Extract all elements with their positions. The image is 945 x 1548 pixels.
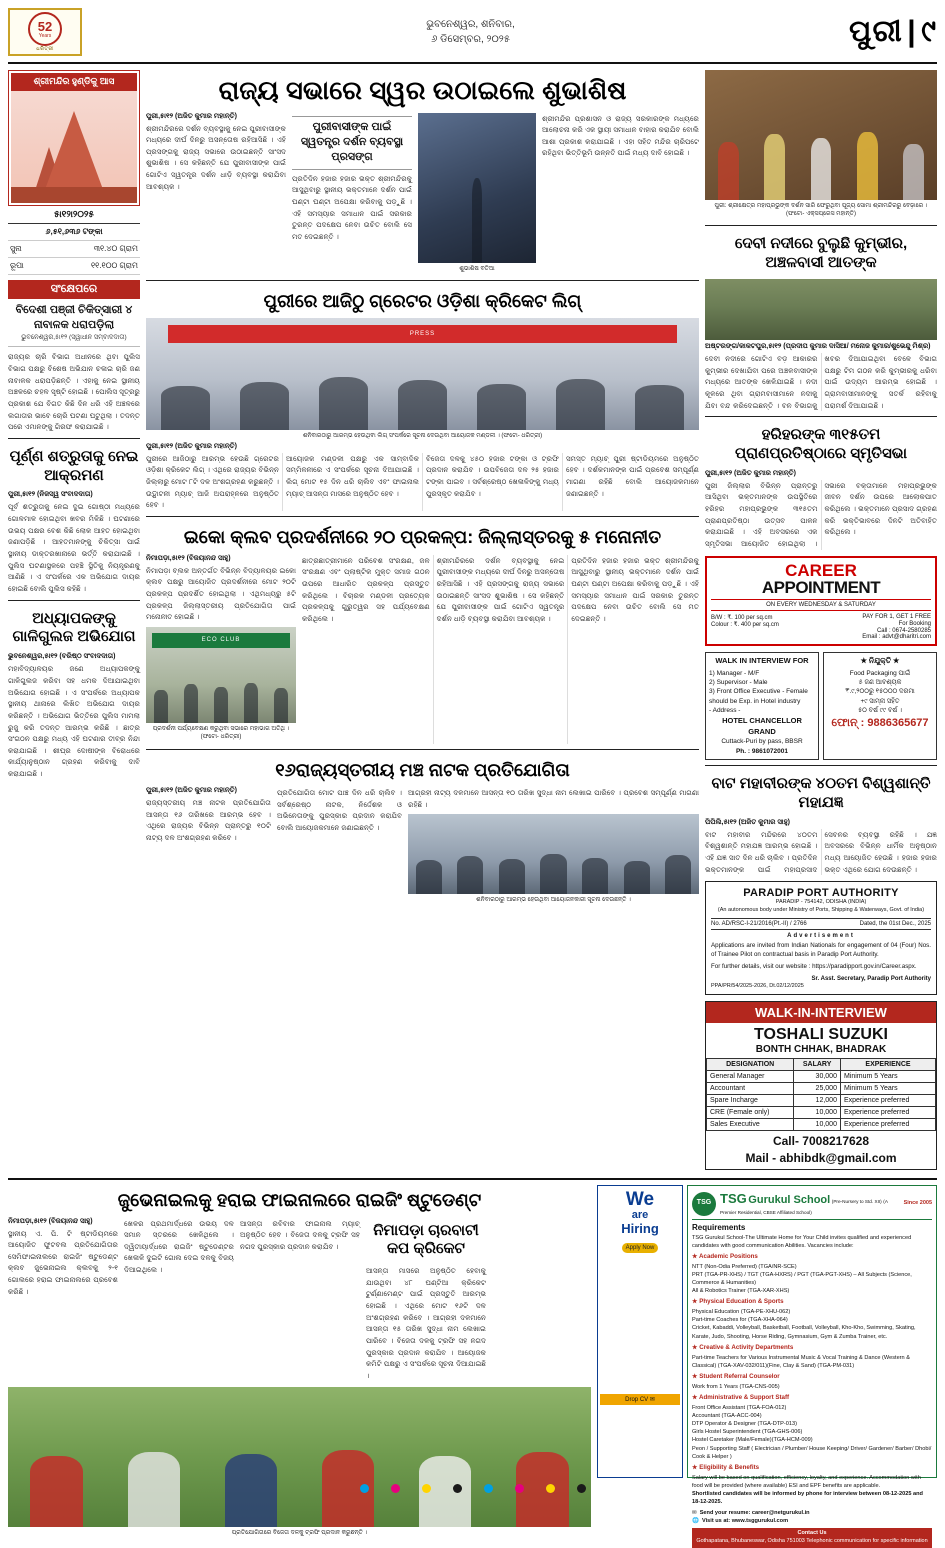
hiring-we: We [625, 1189, 655, 1210]
table-header-row [707, 1059, 936, 1071]
hiring-are: are [631, 1209, 649, 1221]
tsg-section-4-item-1: Accountant (TGA-ACC-004) [692, 1413, 762, 1420]
publication-logo [8, 8, 82, 56]
lead-para-2: ପ୍ରତିଦିନ ହଜାର ହଜାର ଭକ୍ତ ଶ୍ରୀମନ୍ଦିରକୁ ଆସୁଥିବାରୁ ସ୍ଥାନୀୟ ଭକ୍ତମାନେ ଦର୍ଶନ ପାଇଁ ଘଣ୍ଟା ଘଣ୍ଟା ଅପେକ୍ଷା କରିବାକୁ ପଡ଼ୁଛି । ଏହି ସମସ୍ୟାର ସମାଧାନ ପାଇଁ ସରକାର ତୁରନ୍ତ ପଦକ୍ଷେପ ନେବା ଉଚିତ ବୋଲି ସେ ମତ ଦେଇଛନ୍ତି । [292, 173, 412, 241]
color-dot-black [453, 1484, 462, 1493]
cell-experience: Experience preferred [840, 1095, 935, 1107]
crocodile-byline: ଅଷ୍ଟରଙ୍ଗ/କାକଟପୁର,୫ା୧୨ (ପ୍ରଦୀପ କୁମାର ଦାସିଆ/ ମନୋଜ କୁମାର/ଶୁଭେନ୍ଦୁ ମିଶ୍ର) [705, 342, 931, 350]
masthead [8, 6, 937, 64]
color-dot-cyan-2 [484, 1484, 493, 1493]
logo-brand: ଧରିତ୍ରୀ [36, 46, 54, 52]
nimapada-body: ଆସନ୍ତା ମାସରେ ଅନୁଷ୍ଠିତ ହେବାକୁ ଯାଉଥିବା ୪୮ ଘଣ୍ଟିଆ କ୍ରିକେଟ ଟୁର୍ଣ୍ଣାମେଣ୍ଟ ପାଇଁ ପ୍ରସ୍ତୁତି ଆରମ୍ଭ ହୋଇଛି । ଏଥିରେ ମୋଟ ୧୬ଟି ଦଳ ଅଂଶଗ୍ରହଣ କରିବେ । ଆଗ୍ରହୀ ଦଳମାନେ ଆସନ୍ତା ୧୫ ତାରିଖ ସୁଦ୍ଧା ନାମ ଲେଖାଇ ପାରିବେ । ବିଜେତା ଦଳକୁ ଟ୍ରଫି ସହ ନଗଦ ପୁରସ୍କାର ପ୍ରଦାନ କରାଯିବ । ଆୟୋଜକ କମିଟି ପକ୍ଷରୁ ଏ ସଂପର୍କରେ ସୂଚନା ଦିଆଯାଇଛି । [366, 1266, 486, 1380]
food-ad-line-4: +୯ ସାମ୍ନା ସହିତ [860, 697, 900, 705]
color-dot-magenta-2 [515, 1484, 524, 1493]
hotel-ad-line-3: 3) Front Office Executive - Female [709, 688, 808, 696]
hotel-ad-line-5: - Address - [709, 707, 741, 715]
tsg-section-3-item-0: Work from 1 Years (TGA-CNS-005) [692, 1383, 780, 1390]
eco-para-1: ନିମାପଡ଼ା ବ୍ଲକ ଅନ୍ତର୍ଗତ ବିଭିନ୍ନ ବିଦ୍ୟାଳୟର ଇକୋ କ୍ଲବ ପକ୍ଷରୁ ଆୟୋଜିତ ପ୍ରଦର୍ଶନୀରେ ମୋଟ ୨୦ଟି ପ୍ରକଳ୍ପ ପ୍ରଦର୍ଶିତ ହୋଇଥିଲା । ଏଥିମଧ୍ୟରୁ ୫ଟି ପ୍ରକଳ୍ପ ଜିଲ୍ଲାସ୍ତରୀୟ ପ୍ରତିଯୋଗିତା ପାଇଁ ମନୋନୀତ ହୋଇଛି । [146, 565, 296, 622]
tsg-contact-box [692, 1528, 932, 1548]
page-number: | [907, 15, 917, 48]
paradip-ad-date: Dated, the 01st Dec., 2025 [859, 920, 931, 927]
drama-photo-caption: ଶନିବାରଠାରୁ ଆରମ୍ଭ ହେଉଥିବା ଆୟୋଜନକାରୀ ସୂଚନା ଦେଉଛନ୍ତି । [476, 897, 631, 904]
paradip-ad-ref: No. AD/RSC-I-21/2016(Pt.-II) / 2766 [711, 920, 807, 927]
paradip-ad-body1: Applications are invited from Indian Nationals for engagement of 04 (Four) Nos. of Trainee Pilot on contractual basis in Paradip Port Authority. [711, 941, 931, 959]
drama-headline: ୧୬ରାଜ୍ୟସ୍ତରୀୟ ମଞ୍ଚ ନାଟକ ପ୍ରତିଯୋଗିତା [275, 759, 570, 780]
story-professor-byline: ଭୁବନେଶ୍ୱର,୫ା୧୨ (ବରିଷ୍ଠ ସଂବାଦଦାତା) [8, 653, 116, 661]
ad-we-are-hiring[interactable] [597, 1185, 683, 1478]
masthead-place: ଭୁବନେଶ୍ୱର, ଶନିବାର, [426, 19, 515, 30]
bottom-para-2: ଖେଳର ପ୍ରଥମାର୍ଦ୍ଧରେ ଉଭୟ ଦଳ ସମାନ ସ୍ତରରେ ଖେଳିଥିଲେ । ଦ୍ୱିତୀୟାର୍ଦ୍ଧରେ ରାଇଜିଂ ଷ୍ଟୁଡେଣ୍ଟର ଖେଳାଳି ଦୁଇଟି ଗୋଲ ଦେଇ ଦଳକୁ ବିଜୟ ଦିଆଇଥିଲେ । [124, 1218, 234, 1275]
story-pursha-body: ପୂର୍ବ ଶତ୍ରୁତାକୁ ନେଇ ଦୁଇ ଗୋଷ୍ଠୀ ମଧ୍ୟରେ ଗୋଳମାଳ ହୋଇଥିବା ଖବର ମିଳିଛି । ଘଟଣାରେ ଉଭୟ ପକ୍ଷର ବେଶ କିଛି ଲୋକ ଆହତ ହୋଇଥିବା ଜଣାପଡ଼ିଛି । ଆହତମାନଙ୍କୁ ଚିକିତ୍ସା ପାଇଁ ସ୍ଥାନୀୟ ଡାକ୍ତରଖାନାରେ ଭର୍ତ୍ତି କରାଯାଇଛି । ପୁଲିସ ଘଟଣାସ୍ଥଳରେ ପହଞ୍ଚି ସ୍ଥିତିକୁ ନିୟନ୍ତ୍ରଣକୁ ଆଣିଛି । ଏ ସଂପର୍କରେ ଏକ ଅଭିଯୋଗ ଦାୟର ହୋଇଛି ବୋଲି ପୁଲିସ କହିଛି । [8, 502, 140, 594]
tsg-section-4-head: ★ Administrative & Support Staff [692, 1394, 790, 1401]
masthead-dateline [92, 17, 849, 47]
career-ad-title: CAREER [785, 560, 857, 580]
tsg-visit[interactable]: Visit us at: www.tsggurukul.com [701, 1518, 789, 1525]
food-ad-head: ★ ନିଯୁକ୍ତି ★ [860, 655, 900, 665]
eco-photo: ECO CLUB [146, 627, 296, 723]
tsg-school: Gurukul School [748, 1194, 831, 1206]
lead-subhead: ପୁରୀବାସୀଙ୍କ ପାଇଁ ସ୍ୱତନ୍ତ୍ର ଦର୍ଶନ ବ୍ୟବସ୍ଥା ପ୍ରସଙ୍ଗ [292, 116, 412, 170]
temple-banner-text: ଶ୍ରୀମନ୍ଦିର ହୁଣ୍ଡିକୁ ଆସ [11, 73, 137, 91]
hotel-ad-head: WALK IN INTERVIEW FOR [715, 655, 809, 665]
tsg-name: TSG [720, 1191, 747, 1206]
career-ad-offer: PAY FOR 1, GET 1 FREE [862, 613, 931, 620]
cell-experience: Minimum 5 Years [840, 1083, 935, 1095]
lead-para-1: ଶ୍ରୀମନ୍ଦିରରେ ଦର୍ଶନ ବ୍ୟବସ୍ଥାକୁ ନେଇ ପୁରୀବାସୀଙ୍କ ମଧ୍ୟରେ ଦୀର୍ଘ ଦିନରୁ ଅସନ୍ତୋଷ ରହିଆସିଛି । ଏହି ପ୍ରସଙ୍ଗକୁ ରାଜ୍ୟ ସଭାରେ ଉଠାଇଛନ୍ତି ସାଂସଦ ଶୁଭାଶିଷ । ସେ କହିଛନ୍ତି ଯେ ପୁରୀବାସୀଙ୍କ ପାଇଁ ଗୋଟିଏ ସ୍ୱତନ୍ତ୍ର ଦର୍ଶନ ଧାଡ଼ି ବ୍ୟବସ୍ଥା କରାଯିବା ଆବଶ୍ୟକ । [146, 123, 286, 191]
tsg-section-1-item-2: Cricket, Kabaddi, Volleyball, Basketball, Football, Volleyball, Kho-Kho, Swimming, Skating, Karate, Judo, Shooting, Horse Riding, Gymnasium, Gym & Zumba Trainer, etc. [692, 1325, 916, 1340]
col-experience: EXPERIENCE [840, 1059, 935, 1071]
temple-donation-widget [8, 70, 140, 206]
career-ad-rate-bw: B/W : ₹. 100 per sq.cm [711, 614, 773, 621]
toshali-ad-call[interactable]: Call- 7008217628 [772, 1134, 870, 1148]
cell-designation: CRE (Female only) [707, 1107, 794, 1119]
tsg-section-5-head: ★ Eligibility & Benefits [692, 1463, 760, 1471]
paradip-ad-sub1: PARADIP - 754142, ODISHA (INDIA) [775, 899, 867, 906]
drama-filler-2: ପ୍ରତିଦିନ ହଜାର ହଜାର ଭକ୍ତ ଶ୍ରୀମନ୍ଦିରକୁ ଆସୁଥିବାରୁ ସ୍ଥାନୀୟ ଭକ୍ତମାନେ ଦର୍ଶନ ପାଇଁ ଘଣ୍ଟା ଘଣ୍ଟା ଅପେକ୍ଷା କରିବାକୁ ପଡ଼ୁଛି । ଏହି ସମସ୍ୟାର ସମାଧାନ ପାଇଁ ସରକାର ତୁରନ୍ତ ପଦକ୍ଷେପ ନେବା ଉଚିତ ବୋଲି ସେ ମତ ଦେଇଛନ୍ତି । [571, 555, 699, 623]
tsg-section-0-item-1: PRT (TGA-PR-XHS) / TGT (TGA-HXRS) / PGT (TGA-PGT-XHS) – All Subjects (Science, Commerce & Humanities) [692, 1271, 912, 1287]
brief-body: ରାଜ୍ୟର ଚାରି ବିଭାଗ ଅଧୀନରେ ଥିବା ପୁଲିସ ବିଭାଗ ପକ୍ଷରୁ ବିଶେଷ ଅଭିଯାନ ଚଳାଇ ଚାରି ଜଣ ନାବାଳକ ଧରାପଡ଼ିଛନ୍ତି । ଏହାକୁ ନେଇ ସ୍ଥାନୀୟ ଅଞ୍ଚଳରେ ଚହଳ ସୃଷ୍ଟି ହୋଇଛି । ପୋଲିସ ସୂତ୍ରରୁ ପ୍ରକାଶ ଯେ ବିଗତ କିଛି ଦିନ ଧରି ଏହି ଅଞ୍ଚଳରେ ଲଗାତାର ଭାବେ ଚୋରି ଘଟଣା ଘଟୁଥିଲା । ତଦନ୍ତ ପରେ ଏମାନଙ୍କୁ ଗିରଫ କରାଯାଇଛି । [8, 352, 140, 432]
drama-para-2: ପ୍ରତିଯୋଗିତା ମୋଟ ପାଞ୍ଚ ଦିନ ଧରି ଚାଲିବ । ସର୍ବଶ୍ରେଷ୍ଠ ନାଟକ, ନିର୍ଦ୍ଦେଶକ ଓ ଅଭିନେତାଙ୍କୁ ପୁରସ୍କାର ପ୍ରଦାନ କରାଯିବ ବୋଲି ଆୟୋଜକମାନେ ଜଣାଇଛନ୍ତି । [277, 788, 402, 833]
table-row [707, 1071, 936, 1083]
logo-years-label: Years [38, 32, 52, 39]
color-dot-magenta [391, 1484, 400, 1493]
tsg-contact-head: Contact Us [797, 1530, 827, 1537]
toshali-ad-head: WALK-IN-INTERVIEW [706, 1002, 936, 1023]
cell-experience: Experience preferred [840, 1107, 935, 1119]
drama-filler: ଶ୍ରୀମନ୍ଦିରରେ ଦର୍ଶନ ବ୍ୟବସ୍ଥାକୁ ନେଇ ପୁରୀବାସୀଙ୍କ ମଧ୍ୟରେ ଦୀର୍ଘ ଦିନରୁ ଅସନ୍ତୋଷ ରହିଆସିଛି । ଏହି ପ୍ରସଙ୍ଗକୁ ରାଜ୍ୟ ସଭାରେ ଉଠାଇଛନ୍ତି ସାଂସଦ ଶୁଭାଶିଷ । ସେ କହିଛନ୍ତି ଯେ ପୁରୀବାସୀଙ୍କ ପାଇଁ ଗୋଟିଏ ସ୍ୱତନ୍ତ୍ର ଦର୍ଶନ ଧାଡ଼ି ବ୍ୟବସ୍ଥା କରାଯିବା ଆବଶ୍ୟକ । [436, 555, 565, 623]
table-row [707, 1107, 936, 1119]
brief-byline: ଭୁବନେଶ୍ୱର,୫ା୧୨ (ସ୍ୱାଧୀନ ସମ୍ବାଦଦାତା) [21, 334, 127, 342]
cricket-para-2: ଆୟୋଜକ ମଣ୍ଡଳୀ ପକ୍ଷରୁ ଏକ ସାମ୍ବାଦିକ ସମ୍ମିଳନୀରେ ଏ ସଂପର୍କରେ ସୂଚନା ଦିଆଯାଇଛି । ଲିଗ୍ ମୋଟ ୧୫ ଦିନ ଧରି ଚାଲିବ ଏବଂ ଫାଇନାଲ ମ୍ୟାଚ୍ ଆସନ୍ତା ମାସରେ ଅନୁଷ୍ଠିତ ହେବ । [286, 453, 419, 498]
table-row [8, 257, 140, 274]
temple-photo-caption: ପୁରୀ: ଶ୍ରୀକ୍ଷେତ୍ର ମହାପ୍ରଭୁଙ୍କ ଦର୍ଶନ ସାରି ଫେରୁଥିବା ପୂଜ୍ୟ ସୋମା ଶ୍ରୀମନ୍ଦିରରୁ ବେଢ଼ାରେ । (ଫଟୋ- ଏକ୍ସପ୍ରେସ ମହାନ୍ତି) [714, 202, 928, 217]
crocodile-headline: ଦେବୀ ନଦୀରେ ବୁଲୁଛି କୁମ୍ଭୀର, ଅଞ୍ଚଳବାସୀ ଆତଙ୍କ [734, 235, 908, 272]
cell-salary: 10,000 [794, 1107, 841, 1119]
eco-photo-caption: ପ୍ରଦର୍ଶନୀ ପର୍ଯ୍ୟବେକ୍ଷଣ କରୁଥିବା ସଭାରେ ମହାଭାଗ ଅତିଥି । (ଫଟୋ- ଧରିତ୍ରୀ) [152, 725, 290, 741]
paradip-ad-title: PARADIP PORT AUTHORITY [743, 887, 899, 900]
lead-para-3: ଶ୍ରୀମନ୍ଦିର ପ୍ରଶାସନ ଓ ରାଜ୍ୟ ସରକାରଙ୍କ ମଧ୍ୟରେ ଆଲୋଚନା କରି ଏକ ସ୍ଥାୟୀ ସମାଧାନ ବାହାର କରାଯିବ ବୋଲି ଆଶା ପ୍ରକାଶ କରାଯାଇଛି । ଏହା ସହିତ ମନ୍ଦିର ଚାରିପଟେ ରହିଥିବା ଭିତ୍ତିଭୂମି ଉନ୍ନତି ପାଇଁ ମଧ୍ୟ ଦାବି ହୋଇଛି । [542, 113, 699, 158]
masthead-date: ୬ ଡିସେମ୍ବର, ୨୦୨୫ [431, 34, 510, 45]
tsg-section-0-head: ★ Academic Positions [692, 1252, 758, 1260]
story-professor-body: ମହାବିଦ୍ୟାଳୟର ଜଣେ ଅଧ୍ୟାପକଙ୍କୁ ଗାଳିଗୁଲଜ କରିବା ସହ ଧମକ ଦିଆଯାଇଥିବା ଅଭିଯୋଗ ହୋଇଛି । ଏ ସଂପର୍କରେ ଅଧ୍ୟାପକ ସ୍ଥାନୀୟ ଥାନାରେ ଲିଖିତ ଅଭିଯୋଗ ଦାୟର କରିଛନ୍ତି । ଅଭିଯୋଗ ଭିତ୍ତିରେ ପୁଲିସ ମାମଲା ରୁଜୁ କରି ତଦନ୍ତ ଆରମ୍ଭ କରିଛି । ଛାତ୍ର ସଂଗଠନ ପକ୍ଷରୁ ମଧ୍ୟ ଏହି ଘଟଣାର ତୀବ୍ର ନିନ୍ଦା କରାଯାଇଛି । ଶୀଘ୍ର ଦୋଷୀଙ୍କ ବିରୋଧରେ କାର୍ଯ୍ୟାନୁଷ୍ଠାନ ଗ୍ରହଣ କରିବାକୁ ଦାବି କରାଯାଇଛି । [8, 664, 140, 779]
drama-para-3: ଆଗ୍ରହୀ ନାଟ୍ୟ ଦଳମାନେ ଆସନ୍ତା ୧୦ ତାରିଖ ସୁଦ୍ଧା ନାମ ଲେଖାଇ ପାରିବେ । ପ୍ରବେଶ ସମ୍ପୂର୍ଣ୍ଣ ମାଗଣା ରହିଛି । [408, 788, 699, 809]
press-banner: PRESS [168, 325, 677, 343]
drama-byline: ପୁରୀ,୫ା୧୨ (ଅଜିତ କୁମାର ମହାନ୍ତି) [146, 787, 237, 795]
ad-hotel-chancellor[interactable] [705, 652, 819, 761]
registration-color-marks [0, 1484, 945, 1493]
hotel-ad-name: HOTEL CHANCELLOR GRAND [722, 715, 802, 736]
tsg-section-4-item-5: Peon / Supporting Staff ( Electrician / Plumber/ House Keeping/ Driver/ Gardener/ Barber/ Dhobi/ Cook & Helper ) [692, 1445, 932, 1460]
food-ad-line-2: ୫ ଜଣ ଆବଶ୍ୟକ [858, 678, 902, 686]
donation-table [8, 224, 140, 275]
tsg-logo-icon: TSG [692, 1192, 716, 1216]
toshali-ad-mail[interactable]: Mail - abhibdk@gmail.com [745, 1151, 897, 1165]
ad-food-packaging[interactable] [823, 652, 937, 761]
main-grid [8, 70, 937, 1170]
cell-salary: 25,000 [794, 1083, 841, 1095]
career-ad-phone[interactable]: Call : 0674-2580285 [876, 627, 931, 634]
silver-value: ୧୧.୧୦୦ ଗ୍ରାମ [42, 257, 140, 274]
cell-salary: 12,000 [794, 1095, 841, 1107]
temple-visit-photo [705, 70, 937, 200]
mahabir-body: ବାଟ ମହାବୀର ମନ୍ଦିରରେ ୪୦ତମ ବିଶ୍ୱଶାନ୍ତି ମହାଯଜ୍ଞ ଆରମ୍ଭ ହୋଇଛି । ଏହି ଯଜ୍ଞ ସାତ ଦିନ ଧରି ଚାଲିବ । ପ୍ରତିଦିନ ଭକ୍ତମାନଙ୍କ ପାଇଁ ମହାପ୍ରସାଦ ସେବନର ବ୍ୟବସ୍ଥା ରହିଛି । ଯଜ୍ଞ ଅବସରରେ ବିଭିନ୍ନ ଧାର୍ମିକ ଅନୁଷ୍ଠାନ ମଧ୍ୟ ଆୟୋଜିତ ହେଉଛି । ହଜାର ହଜାର ଭକ୍ତ ଏଥିରେ ଯୋଗ ଦେଉଛନ୍ତି । [705, 829, 937, 874]
cricket-headline: ପୁରୀରେ ଆଜିଠୁ ଗ୍ରେଟର ଓଡ଼ିଶା କ୍ରିକେଟ ଲିଗ୍ [263, 290, 582, 311]
silver-label: ରୂପା [8, 257, 42, 274]
bottom-trophy-photo [8, 1387, 591, 1527]
drop-cv-button[interactable]: Drop CV ✉ [600, 1394, 680, 1405]
tsg-section-4-item-0: Front Office Assistant (TGA-FOA-012) [692, 1404, 787, 1411]
cell-experience: Minimum 5 Years [840, 1071, 935, 1083]
lead-headline: ରାଜ୍ୟ ସଭାରେ ସ୍ୱର ଉଠାଇଲେ ଶୁଭାଶିଷ [218, 75, 627, 105]
bottom-headline: ଜୁଭେନାଇଲକୁ ହରାଇ ଫାଇନାଲରେ ରାଇଜିଂ ଷ୍ଟୁଡେଣ୍ଟ [117, 1190, 482, 1210]
tsg-req-head: Requirements [692, 1223, 746, 1233]
bottom-section [8, 1178, 937, 1545]
bottom-photo-caption: ପ୍ରତିଯୋଗିତାରେ ବିଜେତା ଦଳକୁ ଟ୍ରଫି ପ୍ରଦାନ କରୁଛନ୍ତି । [231, 1529, 368, 1536]
harihara-body: ପୁରୀ ଜିଲ୍ଲାର ବିଭିନ୍ନ ପ୍ରାନ୍ତରୁ ଆସିଥିବା ଭକ୍ତମାନଙ୍କ ଉପସ୍ଥିତିରେ ହରିହର ମହାପ୍ରଭୁଙ୍କ ୩୧୫ତମ ପ୍ରାଣପ୍ରତିଷ୍ଠା ଉତ୍ସବ ପାଳନ କରାଯାଇଛି । ଏହି ଅବସରରେ ଏକ ସ୍ମୃତିସଭା ଆୟୋଜିତ ହୋଇଥିଲା । ସଭାରେ ବକ୍ତାମାନେ ମହାପ୍ରଭୁଙ୍କ ଜୀବନ ଦର୍ଶନ ଉପରେ ଆଲୋକପାତ କରିଥିଲେ । ଭକ୍ତମାନେ ପ୍ରସାଦ ଗ୍ରହଣ କରି ଭକ୍ତିଭାବରେ ଦିନଟି ଅତିବାହିତ କରିଥିଲେ । [705, 480, 937, 548]
cell-salary: 30,000 [794, 1071, 841, 1083]
nimapada-headline: ନିମାପଡ଼ା ଚାରବାଟୀ କପ କ୍ରିକେଟ [373, 1221, 479, 1258]
tsg-contact-body: Gothapatana, Bhubaneswar, Odisha 751003 Telephonic communication for specific information [696, 1538, 928, 1545]
tsg-section-3-head: ★ Student Referral Counselor [692, 1372, 780, 1380]
cricket-para-3: ବିଜେତା ଦଳକୁ ୪୫୦ ହଜାର ଟଙ୍କା ଓ ଟ୍ରଫି ପ୍ରଦାନ କରାଯିବ । ଉପବିଜେତା ଦଳ ୨୫ ହଜାର ଟଙ୍କା ପାଇବ । ସର୍ବଶ୍ରେଷ୍ଠ ଖେଳାଳିଙ୍କୁ ମଧ୍ୟ ପୁରସ୍କୃତ କରାଯିବ । [426, 453, 559, 498]
tsg-tag: (Pre-Nursery to Std. XII) [831, 1199, 882, 1204]
tsg-section-0-item-2: All & Robotics Trainer (TGA-XAR-XHS) [692, 1288, 790, 1295]
brief-title: ବିଦେଶୀ ପଞ୍ଜୀ ଚିକିତ୍ସାରୀ ୪ ନାବାଳକ ଧରାପଡ଼ିଲା [15, 303, 133, 331]
right-column [705, 70, 937, 1170]
tsg-section-2-head: ★ Creative & Activity Departments [692, 1343, 794, 1351]
ad-paradip-port[interactable] [705, 881, 937, 995]
col-designation: DESIGNATION [707, 1059, 794, 1071]
color-dot-yellow [422, 1484, 431, 1493]
tsg-section-4-item-2: DTP Operator & Designer (TGA-DTP-013) [692, 1421, 797, 1428]
color-dot-yellow-2 [546, 1484, 555, 1493]
cell-experience: Experience preferred [840, 1119, 935, 1131]
eco-byline: ନିମାପଡ଼ା,୫ା୧୨ (ବିଜୟାନନ୍ଦ ସାହୁ) [146, 554, 231, 562]
tsg-intro: TSG Gurukul School-The Ultimate Home for Your Child invites qualified and experienced candidates with good communication Abilities. Vacancies include: [692, 1234, 912, 1249]
ad-career-appointment[interactable] [705, 556, 937, 646]
bottom-ad-block [597, 1185, 937, 1545]
mahabir-byline: ପିପିଲି,୫ା୧୨ (ଅଜିତ କୁମାର ସାହୁ) [705, 818, 791, 826]
left-rail [8, 70, 140, 1170]
crocodile-body: ଦେବୀ ନଦୀରେ ଗୋଟିଏ ବଡ଼ ଆକାରର କୁମ୍ଭୀର ଦେଖାଯିବା ପରେ ଅଞ୍ଚଳବାସୀଙ୍କ ମଧ୍ୟରେ ଆତଙ୍କ ଖେଳିଯାଇଛି । ନଦୀ କୂଳରେ ଥିବା ଗ୍ରାମବାସୀମାନେ ନଦୀକୁ ଯିବା ବନ୍ଦ କରିଦେଇଛନ୍ତି । ବନ ବିଭାଗକୁ ଖବର ଦିଆଯାଇଥିବା ବେଳେ ବିଭାଗ ପକ୍ଷରୁ ଟିମ ଗଠନ କରି କୁମ୍ଭୀରକୁ ଧରିବା ପାଇଁ ଉଦ୍ୟମ ଆରମ୍ଭ ହୋଇଛି । ଗ୍ରାମବାସୀମାନଙ୍କୁ ସତର୍କ ରହିବାକୁ ପରାମର୍ଶ ଦିଆଯାଇଛି । [705, 353, 937, 410]
eco-para-2: ଛାତ୍ରଛାତ୍ରୀମାନେ ପରିବେଶ ସଂରକ୍ଷଣ, ଜଳ ସଂରକ୍ଷଣ ଏବଂ ପ୍ଲାଷ୍ଟିକ ମୁକ୍ତ ସମାଜ ଗଠନ ଉପରେ ଆଧାରିତ ପ୍ରକଳ୍ପ ପ୍ରସ୍ତୁତ କରିଥିଲେ । ବିଚାରକ ମଣ୍ଡଳୀ ପ୍ରତ୍ୟେକ ପ୍ରକଳ୍ପକୁ ଗୁରୁତ୍ୱର ସହ ପର୍ଯ୍ୟବେକ୍ଷଣ କରିଥିଲେ । [302, 555, 430, 623]
lead-portrait-photo [418, 113, 536, 263]
tsg-section-1-head: ★ Physical Education & Sports [692, 1298, 784, 1306]
paradip-ad-body2: For further details, visit our website : https://paradipport.gov.in/Career.aspx. [711, 963, 917, 971]
table-row [707, 1095, 936, 1107]
drama-photo [408, 814, 699, 894]
cell-salary: 10,000 [794, 1119, 841, 1131]
crocodile-photo [705, 279, 937, 340]
cricket-photo-caption: ଶନିବାରଠାରୁ ଆରମ୍ଭ ହେଉଥିବା ଲିଗ୍ ସଂପର୍କରେ ସୂଚନା ଦେଉଥିବା ଆୟୋଜକ ମଣ୍ଡଳୀ । (ଫଟୋ- ଧରିତ୍ରୀ) [302, 433, 543, 440]
bottom-para-1: ସ୍ଥାନୀୟ ଏ. ପି. ଟି ଷ୍ଟାଡିୟମରେ ଆୟୋଜିତ ଫୁଟବଲ ପ୍ରତିଯୋଗିତାର ସେମିଫାଇନାଲରେ ରାଇଜିଂ ଷ୍ଟୁଡେଣ୍ଟ କ୍ଲବ ଜୁଭେନାଇଲ କ୍ଲବକୁ ୨-୧ ଗୋଲରେ ହରାଇ ଫାଇନାଲରେ ପ୍ରବେଶ କରିଛି । [8, 1228, 118, 1296]
hotel-ad-line-1: 1) Manager - M/F [709, 669, 760, 677]
bottom-para-3: ଆସନ୍ତା ରବିବାର ଫାଇନାଲ ମ୍ୟାଚ୍ ଅନୁଷ୍ଠିତ ହେବ । ବିଜେତା ଦଳକୁ ଟ୍ରଫି ସହ ନଗଦ ପୁରସ୍କାର ପ୍ରଦାନ କରାଯିବ । [240, 1218, 360, 1251]
toshali-jobs-table [706, 1058, 936, 1131]
story-pursha-byline: ପୁରୀ,୫ା୧୨ (ନିଜସ୍ୱ ସଂବାଦଦାତା) [8, 491, 93, 499]
edition-name: ପୁରୀ [849, 15, 903, 48]
career-ad-email[interactable]: Email : advt@dharitri.com [862, 633, 931, 640]
cell-designation: Spare Incharge [707, 1095, 794, 1107]
tsg-resume[interactable]: Send your resume: career@netgurukul.in [699, 1510, 810, 1517]
logo-years: 52 [37, 18, 53, 34]
table-row [707, 1083, 936, 1095]
color-dot-cyan [360, 1484, 369, 1493]
tsg-since: Since 2005 [903, 1199, 932, 1206]
ad-toshali-suzuki[interactable] [705, 1001, 937, 1170]
tsg-section-1-item-0: Physical Education (TGA-PE-XHU-062) [692, 1309, 791, 1316]
eco-headline: ଇକୋ କ୍ଲବ ପ୍ରଦର୍ଶନୀରେ ୨୦ ପ୍ରକଳ୍ପ: ଜିଲ୍ଲାସ୍ତରକୁ ୫ ମନୋନୀତ [183, 527, 662, 548]
cell-designation: General Manager [707, 1071, 794, 1083]
masthead-edition [849, 15, 937, 49]
harihara-byline: ପୁରୀ,୫ା୧୨ (ଅଜିତ କୁମାର ମହାନ୍ତି) [705, 469, 796, 477]
tsg-section-5-item-1: Shortlisted candidates will be informed by phone for interview between 08-12-2025 and 18-12-2025. [692, 1490, 923, 1506]
drama-para-1: ରାଜ୍ୟସ୍ତରୀୟ ମଞ୍ଚ ନାଟକ ପ୍ରତିଯୋଗିତା ଆସନ୍ତା ୧୬ ତାରିଖରେ ଆରମ୍ଭ ହେବ । ଏଥିରେ ରାଜ୍ୟର ବିଭିନ୍ନ ପ୍ରାନ୍ତରୁ ୧୦ଟି ନାଟ୍ୟ ଦଳ ଅଂଶଗ୍ରହଣ କରିବେ । [146, 798, 271, 843]
food-ad-line-5: ୫୦ ବର୍ଷ ୯୯ ବର୍ଷ । [858, 707, 902, 715]
hotel-ad-line-4: should be Exp. in Hotel industry [709, 697, 801, 705]
tsg-section-0-item-0: NTT (Non-Odia Preferred) (TGA/NR-SCE) [692, 1263, 797, 1270]
toshali-ad-location: BONTH CHHAK, BHADRAK [755, 1044, 887, 1055]
paradip-ad-label: Advertisement [787, 932, 855, 939]
cell-designation: Sales Executive [707, 1119, 794, 1131]
hiring-word: Hiring [621, 1221, 659, 1236]
paradip-ad-sub2: (An autonomous body under Ministry of Ports, Shipping & Waterways, Govt. of India) [717, 907, 925, 914]
hotel-ad-phone[interactable]: Ph. : 9861072001 [735, 747, 789, 755]
tsg-sub: (A Premier Residential, CBSE Affiliated School) [720, 1199, 888, 1215]
food-ad-line-3: ₹.୯,୨୦୦ରୁ ୧୫୦୦୦ ଦରମା [845, 688, 915, 696]
food-ad-phone[interactable]: ଫୋନ୍ : 9886365677 [831, 716, 929, 729]
tsg-section-1-item-1: Part-time Coaches for (TGA-XHA-064) [692, 1317, 788, 1324]
apply-now-button[interactable]: Apply Now [622, 1243, 659, 1253]
page-number-value: ୯ [921, 15, 937, 48]
col-salary: SALARY [794, 1059, 841, 1071]
tsg-section-4-item-4: Hostel Caretaker (Male/Female)(TGA-HCM-009) [692, 1437, 813, 1444]
paradip-ad-sign: Sr. Asst. Secretary, Paradip Port Authority [811, 975, 931, 982]
story-professor-headline: ଅଧ୍ୟାପକଙ୍କୁ ଗାଳିଗୁଲଜ ଅଭିଯୋଗ [12, 609, 136, 646]
cricket-byline: ପୁରୀ,୫ା୧୨ (ଅଜିତ କୁମାର ମହାନ୍ତି) [146, 442, 237, 450]
toshali-ad-brand: TOSHALI SUZUKI [754, 1026, 888, 1043]
cricket-para-1: ପୁରୀରେ ଆଜିଠାରୁ ଆରମ୍ଭ ହେଉଛି ଗ୍ରେଟର ଓଡ଼ିଶା କ୍ରିକେଟ ଲିଗ୍ । ଏଥିରେ ରାଜ୍ୟର ବିଭିନ୍ନ ଜିଲ୍ଲାରୁ ମୋଟ ୮ଟି ଦଳ ଅଂଶଗ୍ରହଣ କରୁଛନ୍ତି । ଉଦ୍ଘାଟନୀ ମ୍ୟାଚ୍ ଆଜି ଅପରାହ୍ନରେ ଅନୁଷ୍ଠିତ ହେବ । [146, 453, 279, 510]
story-pursha-headline: ପୂର୍ଣ୍ଣ ଶତ୍ରୁତାକୁ ନେଇ ଆକ୍ରମଣ [9, 447, 139, 484]
globe-icon: 🌐 [692, 1518, 699, 1525]
career-ad-rate-color: Colour : ₹. 400 per sq.cm [711, 621, 779, 628]
cricket-press-photo [146, 318, 699, 430]
briefs-header: ସଂକ୍ଷେପରେ [8, 280, 140, 299]
ad-tsg-gurukul[interactable] [687, 1185, 937, 1545]
gold-value: ୩୧.୪୦ ଗ୍ରାମ [42, 240, 140, 257]
career-ad-subtitle: APPOINTMENT [761, 577, 881, 597]
hotel-ad-address: Cuttack-Puri by pass, BBSR [721, 738, 803, 746]
table-row [8, 224, 140, 241]
tsg-section-2-item-0: Part-time Teachers for Various Instrumental Music & Vocal Training & Dance (Western & Classical) (TGA-XAV-032/011)(Fine, Clay & Sand) (TGA-PM-031) [692, 1354, 910, 1369]
harihara-headline: ହରିହରଙ୍କ ୩୧୫ତମ ପ୍ରାଣପ୍ରତିଷ୍ଠାରେ ସ୍ମୃତିସଭା [734, 426, 908, 462]
donation-amount: ୬,୫୧,୬୩୬ ଟଙ୍କା [8, 224, 140, 241]
donation-date: ୫ା୧୨ା୨୦୨୫ [8, 206, 140, 224]
center-column [146, 70, 699, 1170]
hotel-ad-line-2: 2) Supervisor - Male [709, 678, 768, 686]
bottom-story-block [8, 1185, 591, 1536]
career-ad-schedule: ON EVERY WEDNESDAY & SATURDAY [711, 599, 931, 611]
lead-photo-caption: ଶୁଭାଶିଷ ବତିଆ [459, 265, 495, 272]
mail-icon: ✉ [692, 1510, 697, 1517]
food-ad-line-1: Food Packaging ପାଇଁ [849, 669, 911, 677]
color-dot-black-2 [577, 1484, 586, 1493]
table-row [8, 240, 140, 257]
cricket-para-4: ସମସ୍ତ ମ୍ୟାଚ୍ ପୁରୀ ଷ୍ଟାଡିୟମରେ ଅନୁଷ୍ଠିତ ହେବ । ଦର୍ଶକମାନଙ୍କ ପାଇଁ ପ୍ରବେଶ ସମ୍ପୂର୍ଣ୍ଣ ମାଗଣା ରହିଛି ବୋଲି ଆୟୋଜକମାନେ ଜଣାଇଛନ୍ତି । [566, 453, 699, 498]
cell-designation: Accountant [707, 1083, 794, 1095]
paradip-ad-footer: PPA/PR/54/2025-2026, Dt.02/12/2025 [711, 983, 804, 989]
temple-illustration [11, 91, 137, 203]
tsg-section-4-item-3: Girls Hostel Superintendent (TGA-GHS-006) [692, 1429, 803, 1436]
tsg-section-5-item-0: Salary will be based on qualification, efficiency, loyalty, and experience. Accommodation with food will be provided (where available) ESI and EPF benefits are applicable. [692, 1474, 921, 1489]
bottom-byline: ନିମାପଡ଼ା,୫ା୧୨ (ବିଜୟାନନ୍ଦ ସାହୁ) [8, 1217, 93, 1225]
gold-label: ସୁନା [8, 240, 42, 257]
lead-byline: ପୁରୀ,୫ା୧୨ (ଅଜିତ କୁମାର ମହାନ୍ତି) [146, 112, 237, 120]
mahabir-headline: ବାଟ ମହାବୀରଙ୍କ ୪୦ତମ ବିଶ୍ୱଶାନ୍ତି ମହାଯଜ୍ଞ [711, 775, 931, 811]
career-ad-booking: For Booking [898, 620, 931, 627]
table-row [707, 1119, 936, 1131]
